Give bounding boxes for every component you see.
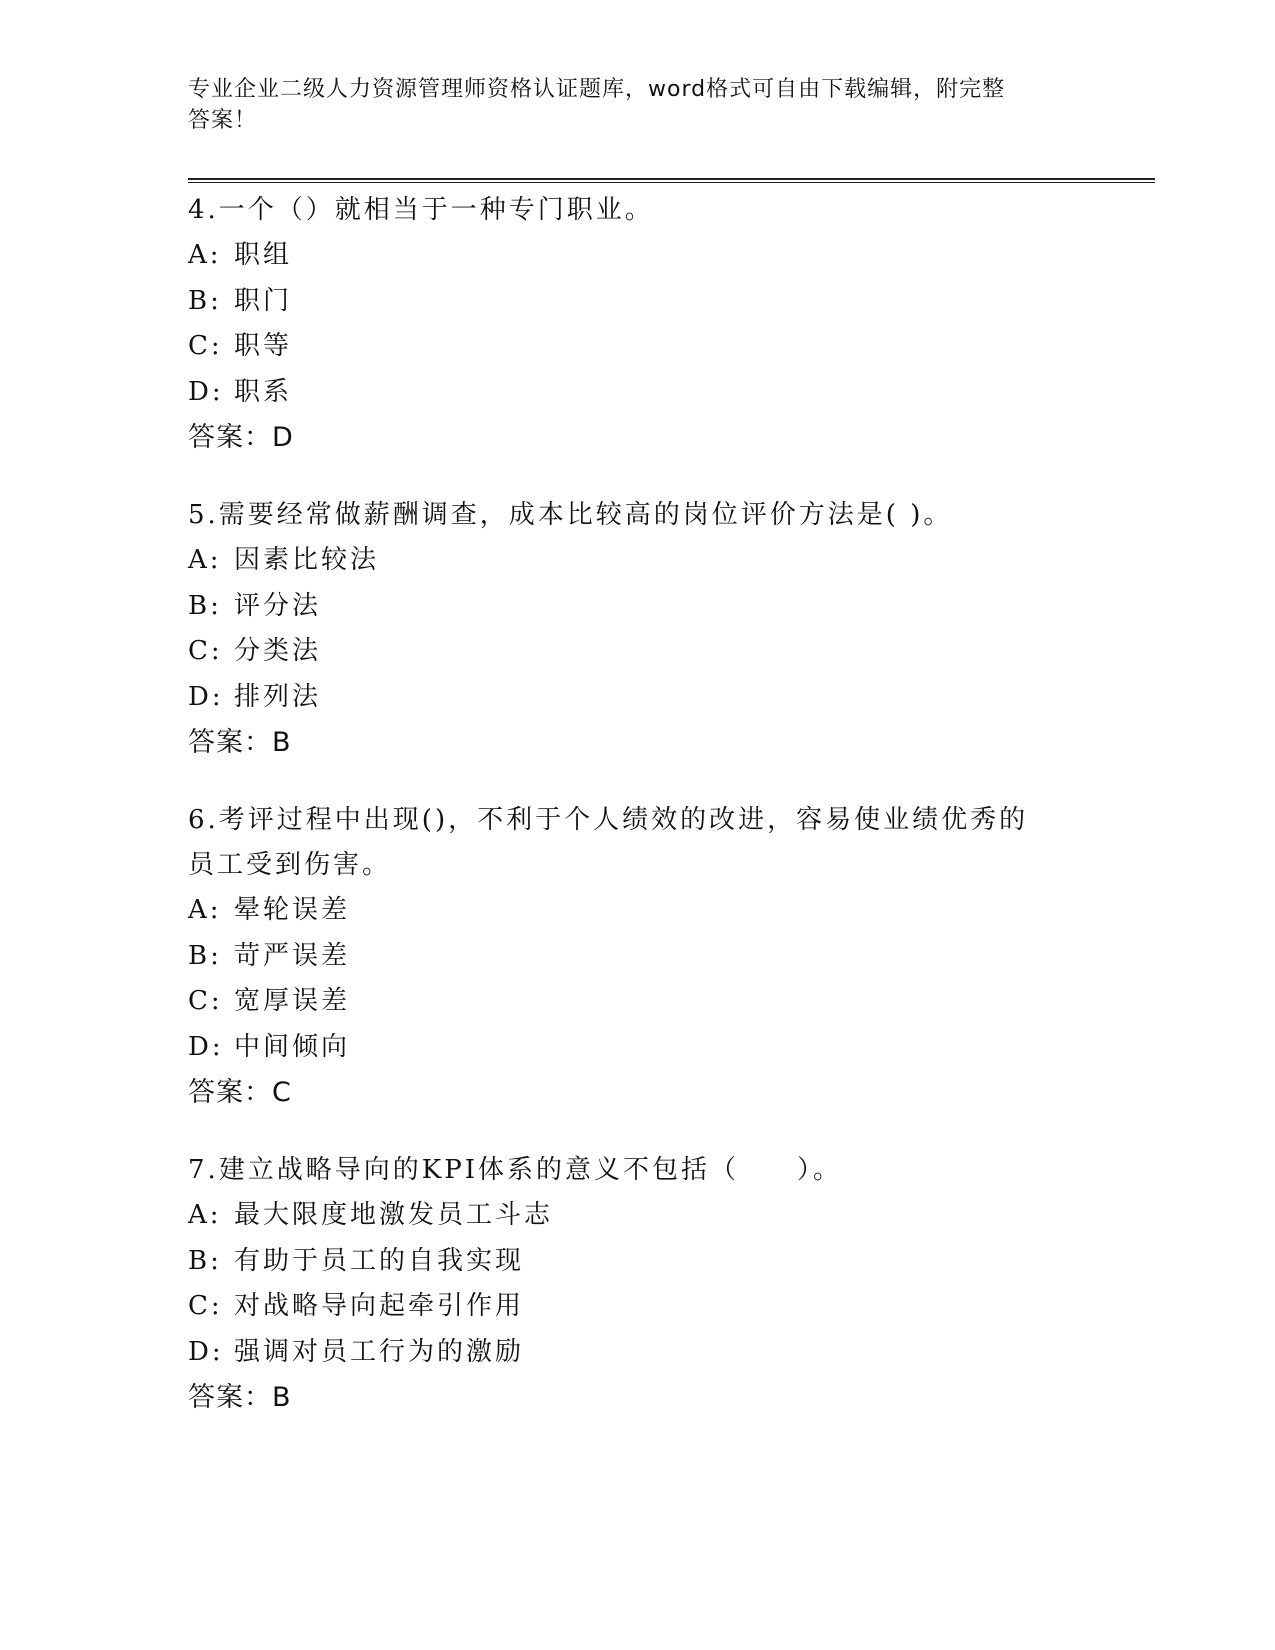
option-key: A: [188,240,222,270]
option-c [188,324,1088,370]
option-d [188,1330,1088,1376]
option-text: 强调对员工行为的激励 [234,1336,525,1367]
option-key: D: [188,376,224,407]
option-key: C: [188,331,223,361]
option-a [188,233,1088,279]
option-text: 最大限度地激发员工斗志 [234,1200,554,1230]
option-text: 苛严误差 [234,940,351,971]
question-4 [188,188,1088,460]
option-text: 职等 [234,331,293,361]
option-key: D: [188,1336,224,1367]
header-note-line-2: 答案！ [188,108,258,133]
option-b [188,934,1088,980]
option-c [188,629,1088,675]
option-text: 评分法 [234,590,322,621]
option-key: B: [188,940,222,971]
option-text: 职系 [234,376,293,407]
option-key: C: [188,1291,223,1321]
question-5 [188,493,1088,765]
option-key: B: [188,1245,222,1276]
answer: 答案：D [188,422,294,453]
option-text: 职门 [234,285,293,316]
option-d [188,675,1088,721]
question-stem: 6.考评过程中出现()，不利于个人绩效的改进，容易使业绩优秀的员工受到伤害。 [188,805,1029,880]
header-note-line-1: 专业企业二级人力资源管理师资格认证题库，word格式可自由下载编辑，附完整 [188,77,1006,102]
option-text: 分类法 [234,636,322,666]
option-text: 排列法 [234,681,322,712]
option-key: A: [188,895,222,925]
option-key: D: [188,1031,224,1062]
option-d [188,370,1088,416]
question-6 [188,798,1088,1115]
option-text: 因素比较法 [234,545,380,575]
option-text: 宽厚误差 [234,986,351,1016]
option-text: 有助于员工的自我实现 [234,1245,525,1276]
question-stem: 4.一个（）就相当于一种专门职业。 [188,195,654,225]
header-note [188,74,1088,136]
option-a [188,888,1088,934]
option-b [188,279,1088,325]
option-key: A: [188,545,222,575]
question-list [188,188,1088,1453]
answer: 答案：B [188,727,292,758]
option-b [188,584,1088,630]
option-a [188,538,1088,584]
option-key: B: [188,285,222,316]
answer: 答案：C [188,1077,292,1108]
option-b [188,1239,1088,1285]
option-text: 晕轮误差 [234,895,351,925]
option-key: D: [188,681,224,712]
header-rule-thin [188,182,1155,183]
option-a [188,1193,1088,1239]
option-key: C: [188,636,223,666]
option-c [188,979,1088,1025]
question-stem: 5.需要经常做薪酬调查，成本比较高的岗位评价方法是( )。 [188,500,953,530]
option-text: 职组 [234,240,293,270]
answer: 答案：B [188,1382,292,1413]
question-7 [188,1148,1088,1420]
option-text: 中间倾向 [234,1031,351,1062]
option-key: C: [188,986,223,1016]
header-rule-thick [188,178,1155,180]
option-key: A: [188,1200,222,1230]
option-d [188,1025,1088,1071]
option-c [188,1284,1088,1330]
question-stem: 7.建立战略导向的KPI体系的意义不包括（ ）。 [188,1155,842,1185]
option-key: B: [188,590,222,621]
option-text: 对战略导向起牵引作用 [234,1291,525,1321]
